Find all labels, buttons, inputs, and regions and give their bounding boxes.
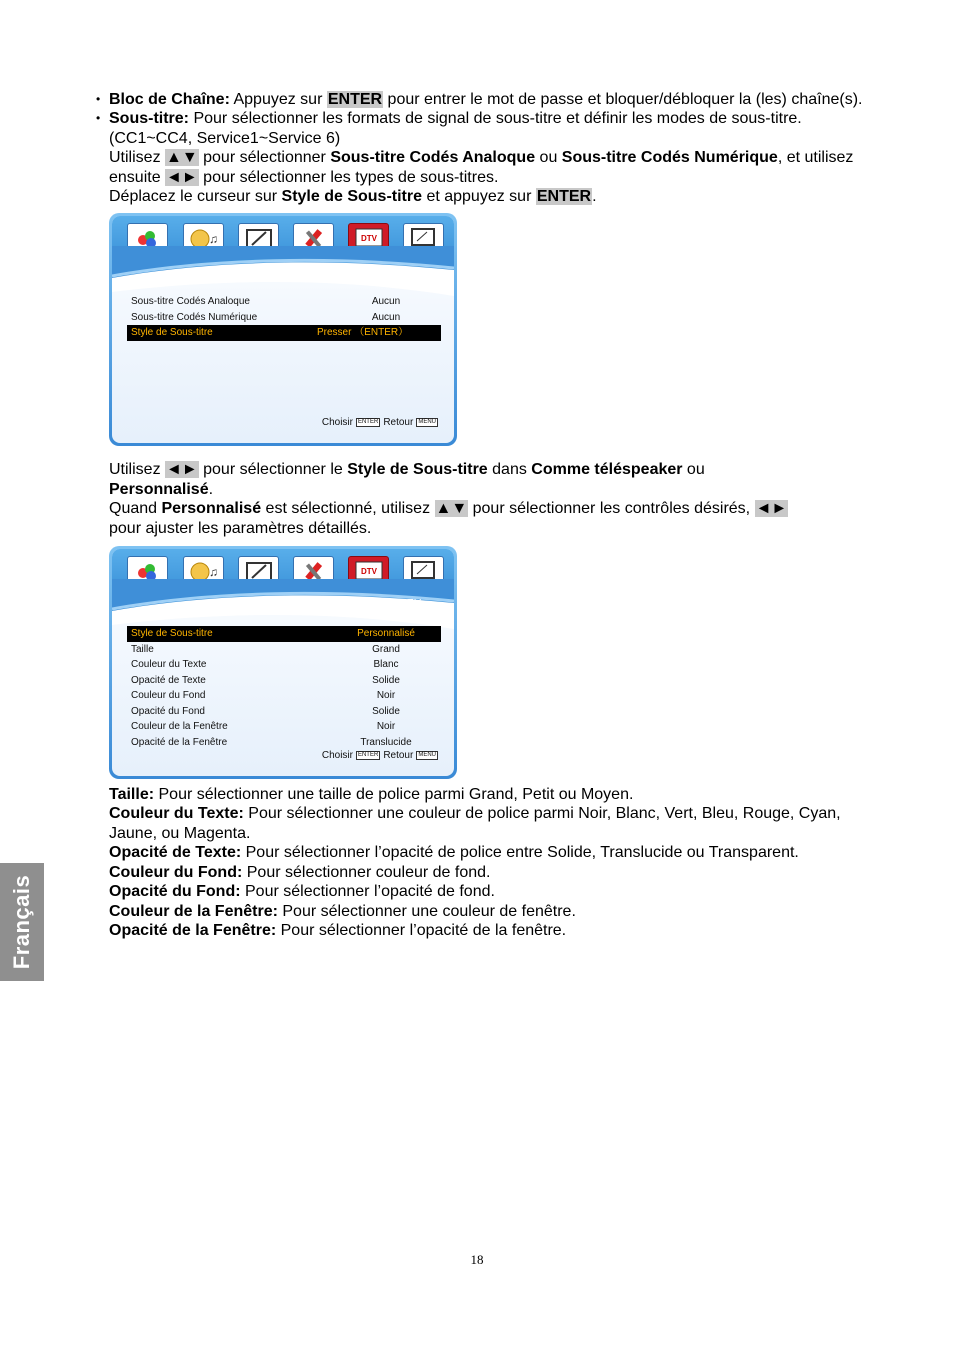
menu-item-value: Aucun — [371, 296, 401, 308]
menu-item-value: Solide — [372, 705, 400, 717]
definition-item — [109, 843, 869, 862]
osd-tab-label: DTV — [399, 598, 422, 610]
menu-item-label: Sous-titre Codés Analoque — [131, 296, 250, 308]
text: ou — [535, 149, 562, 167]
text: pour sélectionner le — [198, 461, 348, 479]
menu-item-value: Solide — [372, 674, 400, 686]
paragraph-subtitle-usage — [109, 148, 869, 206]
term: Sous-titre Codés Numérique — [561, 149, 778, 167]
menu-item-value: Aucun — [371, 311, 401, 323]
definition-text: Pour sélectionner une couleur de fenêtre. — [277, 902, 576, 920]
text: Utilisez — [109, 461, 166, 479]
leftright-arrows: ◄► — [166, 461, 198, 479]
menu-item-label: Style de Sous-titre — [131, 628, 213, 640]
menu-item[interactable] — [127, 310, 441, 326]
menu-item-value: Blanc — [373, 659, 399, 671]
definition-term: Opacité de Texte: — [109, 844, 242, 862]
text: pour sélectionner les types de sous-titres. — [198, 168, 499, 186]
osd-panel — [112, 216, 454, 443]
enter-key: ENTER — [536, 188, 592, 206]
text: est sélectionné, utilisez — [261, 500, 435, 518]
menu-item-label: Opacité du Fond — [131, 705, 205, 717]
text: , et utilisez ensuite — [109, 149, 854, 186]
menu-item-value: Translucide — [360, 736, 412, 748]
menu-item-selected[interactable] — [127, 626, 441, 642]
definition-text: Pour sélectionner une couleur de police parmi Noir, Blanc, Vert, Bleu, Rouge, Cyan, Jaune, ou Magenta. — [109, 805, 841, 842]
menu-badge: MENU — [418, 751, 436, 758]
definition-item — [109, 785, 869, 804]
menu-item-label: Couleur du Fond — [131, 690, 206, 702]
enter-badge: ENTER — [357, 419, 379, 426]
document-body — [109, 90, 869, 940]
bullet-subtitle — [109, 109, 869, 148]
menu-item[interactable] — [127, 642, 441, 658]
term: Sous-titre Codés Analoque — [330, 149, 536, 167]
leftright-arrows: ◄► — [166, 168, 198, 186]
definition-term: Couleur de la Fenêtre: — [109, 902, 278, 920]
text: . — [208, 480, 214, 498]
definition-term: Opacité du Fond: — [109, 883, 241, 901]
menu-item-label: Opacité de Texte — [131, 674, 206, 686]
text: Pour sélectionner les formats de signal de sous-titre et définir les modes de sous-titre. (CC1~CC4, Service1~Service 6) — [109, 110, 802, 147]
definition-text: Pour sélectionner l’opacité de la fenêtre. — [276, 921, 567, 939]
text: Utilisez — [109, 149, 166, 167]
definition-item — [109, 804, 869, 843]
menu-badge: MENU — [418, 419, 436, 426]
menu-item-value: Personnalisé — [357, 628, 415, 640]
bullet-term: Sous-titre: — [109, 110, 189, 128]
osd-screenshot-subtitle — [109, 213, 457, 446]
menu-item[interactable] — [127, 673, 441, 689]
choose-hint: Choisir — [321, 749, 353, 761]
back-hint: Retour — [383, 417, 414, 429]
definition-term: Couleur du Texte: — [109, 805, 244, 823]
paragraph-style-usage — [109, 460, 869, 538]
text: pour ajuster les paramètres détaillés. — [109, 519, 372, 537]
text: pour entrer le mot de passe et bloquer/débloquer la (les) chaîne(s). — [383, 91, 863, 108]
term: Style de Sous-titre — [347, 461, 488, 479]
osd-panel — [112, 549, 454, 776]
definition-term: Taille: — [109, 786, 155, 804]
menu-item-label: Opacité de la Fenêtre — [131, 736, 228, 748]
osd-tab-label: DTV — [399, 267, 422, 279]
text: Déplacez le curseur sur — [109, 188, 282, 206]
bullet-channel-block — [109, 90, 869, 109]
menu-item[interactable] — [127, 704, 441, 720]
leftright-arrows: ◄► — [755, 500, 788, 518]
enter-badge: ENTER — [357, 751, 379, 758]
term: Comme téléspeaker — [531, 461, 683, 479]
definition-term: Couleur du Fond: — [109, 863, 243, 881]
svg-text:DTV: DTV — [360, 567, 377, 577]
menu-item-label: Couleur de la Fenêtre — [131, 721, 228, 733]
osd-footer — [322, 746, 438, 765]
enter-key: ENTER — [327, 91, 383, 108]
text: pour sélectionner — [198, 149, 331, 167]
definition-item — [109, 863, 869, 882]
menu-item-value: Grand — [372, 643, 400, 655]
definition-text: Pour sélectionner l’opacité de fond. — [240, 883, 495, 901]
bullet-term: Bloc de Chaîne: — [109, 91, 230, 108]
menu-item-value: Noir — [376, 721, 396, 733]
menu-item[interactable] — [127, 294, 441, 310]
definition-text: Pour sélectionner une taille de police parmi Grand, Petit ou Moyen. — [154, 786, 634, 804]
updown-arrows: ▲▼ — [166, 149, 198, 167]
definition-text: Pour sélectionner couleur de fond. — [242, 863, 491, 881]
language-side-tab — [0, 863, 44, 981]
definition-text: Pour sélectionner l’opacité de police entre Solide, Translucide ou Transparent. — [241, 844, 799, 862]
text: Quand — [109, 500, 162, 518]
text: pour sélectionner les contrôles désirés, — [468, 500, 755, 518]
menu-item-label: Couleur du Texte — [131, 659, 207, 671]
choose-hint: Choisir — [321, 417, 353, 429]
menu-item-label: Sous-titre Codés Numérique — [131, 311, 258, 323]
text: . — [592, 188, 597, 206]
menu-item[interactable] — [127, 657, 441, 673]
menu-item-label: Taille — [131, 643, 154, 655]
menu-item[interactable] — [127, 688, 441, 704]
definition-item — [109, 921, 869, 940]
term: Personnalisé — [109, 480, 209, 498]
text: et appuyez sur — [422, 188, 536, 206]
menu-item-label: Style de Sous-titre — [131, 327, 213, 339]
svg-text:♫: ♫ — [208, 565, 218, 580]
updown-arrows: ▲▼ — [435, 500, 468, 518]
menu-item-selected[interactable] — [127, 325, 441, 341]
definition-item — [109, 882, 869, 901]
svg-text:DTV: DTV — [360, 234, 377, 244]
definitions-list — [109, 785, 869, 940]
definition-term: Opacité de la Fenêtre: — [109, 921, 277, 939]
svg-text:♫: ♫ — [208, 232, 218, 247]
osd-menu-list — [127, 294, 441, 341]
text: ou — [682, 461, 705, 479]
osd-footer — [322, 413, 438, 432]
menu-item-value: Presser （ENTER） — [317, 327, 409, 339]
text: dans — [487, 461, 532, 479]
text: Appuyez sur — [229, 91, 327, 108]
term: Style de Sous-titre — [281, 188, 422, 206]
language-label: Français — [9, 874, 34, 970]
term: Personnalisé — [161, 500, 262, 518]
osd-screenshot-custom-style — [109, 546, 457, 779]
osd-menu-list — [127, 626, 441, 750]
definition-item — [109, 902, 869, 921]
menu-item-value: Noir — [376, 690, 396, 702]
page-number: 18 — [470, 1252, 484, 1267]
menu-item[interactable] — [127, 719, 441, 735]
back-hint: Retour — [383, 749, 414, 761]
